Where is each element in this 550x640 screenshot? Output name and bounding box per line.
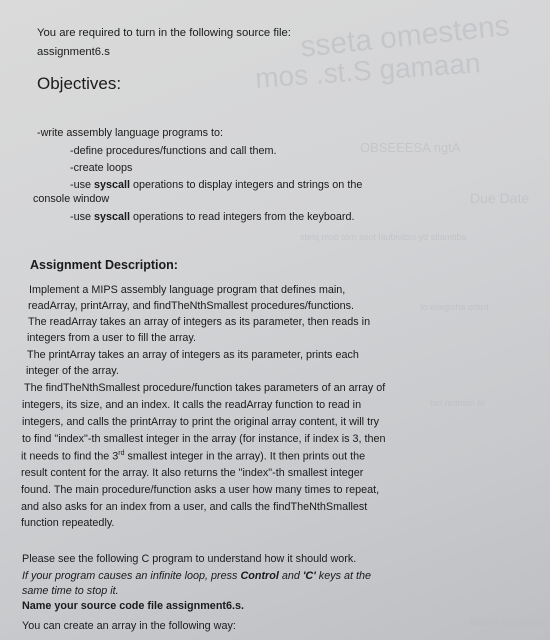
bleed-through-text: Due Date — [470, 190, 530, 206]
bleed-through-text: stelq mob tom soot laubivibni yd stiamtiba — [300, 232, 467, 242]
description-line: The findTheNthSmallest procedure/function takes parameters of an array of — [24, 382, 386, 394]
bleed-through-text: mos .st.S gamaan — [254, 47, 482, 94]
description-line: The printArray takes an array of integers as its parameter, prints each — [27, 349, 359, 361]
filename-text: assignment6.s — [37, 46, 110, 58]
description-line: result content for the array. It also returns the "index"-th smallest integer — [21, 467, 364, 479]
description-line: to find "index"-th smallest integer in the array (for instance, if index is 3, then — [22, 433, 386, 445]
description-line: integers, its size, and an index. It calls the readArray function to read in — [22, 399, 362, 411]
description-line: function repeatedly. — [21, 517, 115, 529]
bleed-through-text: to elaiglsha orted — [420, 302, 489, 312]
description-line: The readArray takes an array of integers as its parameter, then reads in — [28, 316, 371, 328]
objective-item: -use syscall operations to read integers from the keyboard. — [70, 211, 355, 223]
description-line: and also asks for an index from a user, and calls the findTheNthSmallest — [21, 501, 368, 513]
description-line: integers from a user to fill the array. — [27, 332, 197, 344]
footer-line: You can create an array in the following way: — [22, 620, 236, 632]
bleed-through-text: sseta omestens — [298, 9, 512, 64]
objective-item-continued: console window — [33, 193, 110, 205]
description-line: integer of the array. — [26, 365, 119, 377]
note-line: If your program causes an infinite loop, press Control and 'C' keys at the — [22, 570, 372, 582]
objectives-heading: Objectives: — [37, 74, 122, 93]
description-line: it needs to find the 3rd smallest integer in the array). It then prints out the — [21, 450, 366, 463]
bleed-through-text: Miniml Submitted — [470, 618, 547, 629]
bleed-through-text: bel redmun to — [430, 398, 486, 408]
note-line: same time to stop it. — [22, 585, 119, 597]
description-line: found. The main procedure/function asks a user how many times to repeat, — [21, 484, 380, 496]
description-line: Implement a MIPS assembly language program that defines main, — [29, 284, 346, 296]
note-line: Name your source code file assignment6.s. — [22, 600, 245, 612]
description-line: readArray, printArray, and findTheNthSmallest procedures/functions. — [28, 300, 355, 312]
objectives-intro: -write assembly language programs to: — [37, 127, 224, 139]
description-line: integers, and calls the printArray to print the original array content, it will try — [22, 416, 380, 428]
note-line: Please see the following C program to understand how it should work. — [22, 553, 357, 565]
objective-item: -define procedures/functions and call them. — [70, 145, 277, 157]
bleed-through-text: OBSEEESA ngtA — [360, 140, 461, 155]
objective-item: -use syscall operations to display integers and strings on the — [70, 179, 363, 191]
intro-text: You are required to turn in the following source file: — [37, 27, 291, 39]
assignment-heading: Assignment Description: — [30, 258, 178, 272]
objective-item: -create loops — [70, 162, 133, 174]
